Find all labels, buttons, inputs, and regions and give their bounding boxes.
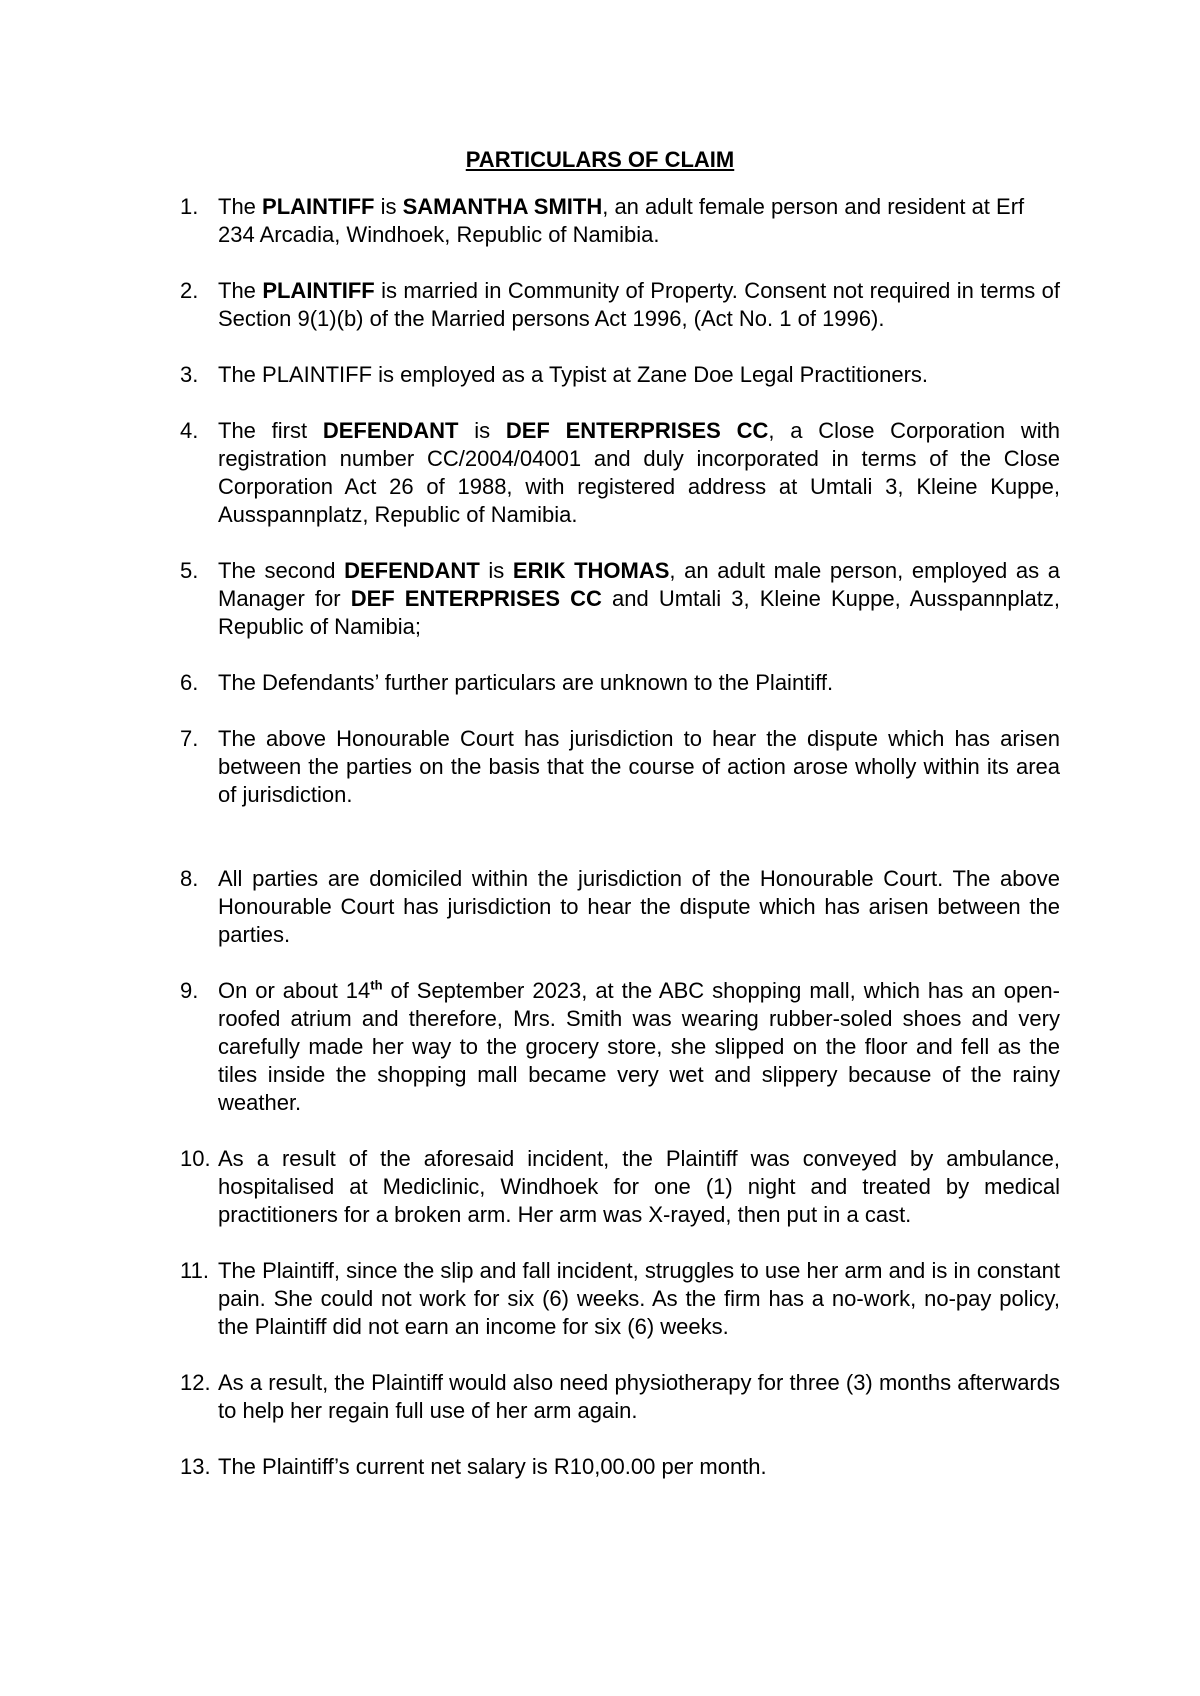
text-run: On or about 14: [218, 978, 371, 1003]
text-run: is: [458, 418, 506, 443]
claim-list: [180, 193, 1060, 1509]
text-run: The: [218, 194, 263, 219]
item-text: [218, 361, 1060, 389]
item-text: [218, 977, 1060, 1117]
claim-item: [180, 725, 1060, 809]
item-number: 6.: [180, 670, 199, 695]
claim-item: [180, 865, 1060, 949]
item-text: [218, 1369, 1060, 1425]
text-run: The above Honourable Court has jurisdiction to hear the dispute which has arisen between the parties on the basis that the course of action arose wholly within its area of jurisdiction.: [218, 726, 1060, 807]
text-run: As a result, the Plaintiff would also need physiotherapy for three (3) months afterwards to help her regain full use of her arm again.: [218, 1370, 1060, 1423]
item-text: [218, 865, 1060, 949]
item-number: 4.: [180, 418, 199, 443]
item-text: [218, 193, 1060, 249]
claim-item: [180, 193, 1060, 249]
item-number: 9.: [180, 978, 199, 1003]
item-number: 10.: [180, 1146, 211, 1171]
superscript-text: th: [370, 977, 383, 993]
text-run: The: [218, 278, 263, 303]
text-run: The Plaintiff’s current net salary is R10,00.00 per month.: [218, 1454, 767, 1479]
bold-text: PLAINTIFF: [262, 278, 375, 303]
text-run: The second: [218, 558, 345, 583]
claim-item: [180, 977, 1060, 1117]
item-number: 8.: [180, 866, 199, 891]
text-run: is: [479, 558, 513, 583]
text-run: The Plaintiff, since the slip and fall incident, struggles to use her arm and is in constant pain. She could not work for six (6) weeks. As the firm has a no-work, no-pay policy, the Plaintiff did not earn an income for six (6) weeks.: [218, 1258, 1060, 1339]
text-run: , an adult female person and resident at Erf 234 Arcadia, Windhoek, Republic of Namibia.: [218, 194, 1025, 247]
text-run: of September 2023, at the ABC shopping mall, which has an open-roofed atrium and therefore, Mrs. Smith was wearing rubber-soled shoes and very carefully made her way to the grocery store, she slipped on the floor and fell as the tiles inside the shopping mall became very wet and slippery because of the rainy weather.: [218, 978, 1060, 1115]
claim-item: [180, 1145, 1060, 1229]
claim-item: [180, 1369, 1060, 1425]
claim-item: [180, 417, 1060, 529]
text-run: is married in Community of Property. Consent not required in terms of Section 9(1)(b) of the Married persons Act 1996, (Act No. 1 of 1996).: [218, 278, 1060, 331]
claim-item: [180, 361, 1060, 389]
item-number: 5.: [180, 558, 199, 583]
item-number: 13.: [180, 1454, 211, 1479]
claim-item: [180, 557, 1060, 641]
item-number: 3.: [180, 362, 199, 387]
document-title: PARTICULARS OF CLAIM: [465, 147, 735, 172]
item-number: 2.: [180, 278, 199, 303]
item-text: [218, 669, 1060, 697]
text-run: All parties are domiciled within the jurisdiction of the Honourable Court. The above Honourable Court has jurisdiction to hear the dispute which has arisen between the parties.: [218, 866, 1060, 947]
bold-text: DEF ENTERPRISES CC: [350, 586, 602, 611]
item-text: [218, 725, 1060, 809]
bold-text: DEFENDANT: [322, 418, 459, 443]
item-text: [218, 1453, 1060, 1481]
claim-item: [180, 1257, 1060, 1341]
claim-item: [180, 1453, 1060, 1481]
item-text: [218, 1145, 1060, 1229]
bold-text: PLAINTIFF: [262, 194, 375, 219]
text-run: As a result of the aforesaid incident, the Plaintiff was conveyed by ambulance, hospitalised at Mediclinic, Windhoek for one (1) night and treated by medical practitioners for a broken arm. Her arm was X-rayed, then put in a cast.: [218, 1146, 1060, 1227]
item-number: 7.: [180, 726, 199, 751]
bold-text: DEF ENTERPRISES CC: [505, 418, 769, 443]
bold-text: SAMANTHA SMITH: [402, 194, 603, 219]
item-number: 12.: [180, 1370, 211, 1395]
bold-text: ERIK THOMAS: [512, 558, 670, 583]
text-run: , an adult male person, employed as a Manager for: [218, 558, 1060, 611]
claim-item: [180, 277, 1060, 333]
text-run: The first: [218, 418, 323, 443]
item-number: 11.: [180, 1258, 209, 1283]
item-text: [218, 1257, 1060, 1341]
text-run: , a Close Corporation with registration number CC/2004/04001 and duly incorporated in terms of the Close Corporation Act 26 of 1988, with registered address at Umtali 3, Kleine Kuppe, Ausspannplatz, Republic of Namibia.: [218, 418, 1060, 527]
bold-text: DEFENDANT: [344, 558, 480, 583]
item-text: [218, 417, 1060, 529]
text-run: The Defendants’ further particulars are unknown to the Plaintiff.: [218, 670, 834, 695]
claim-item: [180, 669, 1060, 697]
item-text: [218, 557, 1060, 641]
item-text: [218, 277, 1060, 333]
item-number: 1.: [180, 194, 199, 219]
text-run: and Umtali 3, Kleine Kuppe, Ausspannplatz, Republic of Namibia;: [218, 586, 1061, 639]
text-run: The PLAINTIFF is employed as a Typist at Zane Doe Legal Practitioners.: [218, 362, 929, 387]
text-run: is: [374, 194, 403, 219]
